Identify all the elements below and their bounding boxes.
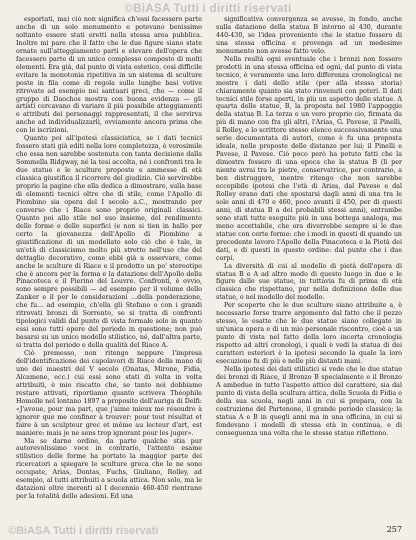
left-column (16, 16, 202, 524)
right-paragraph: Nella realtà ogni eventuale che i bronzi non fossero prodotti in una stessa officina ed ogni, dal punto di vista tecnico, è veramente una loro differenza cronologica) ne mostre i dati dello stile (per alla stessa storia) chiaramente quanto sia stato rinvenuti con poteri. Il dati tecnici stile forse aperti, in più un aspetto delle statue. A quarta delle statue, B, la proposta nel 1980 l'appoggio della statua B. La terza e un vero proprio cio, firmata da più di mano con fra gli altri, l'Arias, G. Pavese, il Pinelli, il Rolley, e lo scrittore stesso elenco successivamente una serie documentata di autori, come è fu una proposta ideale, nelle proposte delle distanze per lui; il Pinelli e Pavese, il Pavese. Ciò poco però ha potuto fatti che la dimostra fossero di una epoca che la statua B (lì per niente avrai tra le pietre, conservatrice, per contrario, a ben distruggere, mentre ritengo che non sarebbe eccepibile ipotesi che l'età di Arias, dal Pavese e dal Rolley erano dati che spostarsi dagli anni di una tra le sole anni di 470 e 460, poco avanti il 450, per di questi anni, di statua B a dei probabili stessi anni), entrambe sono stati tutte eseguite più in una bottega analoga, ma meno accettabile, che ora diverrebbe sempre si le due statue con certe forme: che i modi in questi di quando un precedente lavoro l'Apollo della Pinacoteca e la Pietà dei dati, e di questi in questo ordine: dal punto che i due corpi. (216, 55, 402, 262)
right-paragraph: Nella ipotesi dei dati stilistici si vede che le due statue dei bronzi di Riace, il Bronzo B specialmente e il Bronzo A ambedue in tutto l'aspetto attico del carattere, sia dal punto di vista della scultura attica, della Scuola di Fidia e della sua scuola, negli anni in cui si prepara, con la costruzione del Partenone, il grande periodo classico; la statua A e B in quegli anni ma in una officina, in cui si fondevano i modelli di stessa età in continua, e di conseguenza una volta che le stesse statue riflettono. (216, 365, 402, 437)
left-paragraph: Ma se darne ordine, da parte qualche stia pur autorevolissimo voce in contrario, l'attento esame stilistico delle forme ha portato la maggior parte dei ricercatori a spiegare le sculture greca che le ne sono occupate, Arias, Dontas, Fuchs, Giuliano, Rolley, ad esempio, al tutti attribuiti a scuola attica. Non solo, ma le datazioni oltre inerenti al I decennio 460-450 rientrano per la totalità delle adesioni. Ed una (16, 437, 202, 501)
right-paragraph: Per scoperte che le due sculture siano attribuite a, è necessario forse trarre argomento dal fatto che il pezzo stesso, le esatte che le due statue siano collegate in un'unica opera e di un mio personale riscontro, cioè a un punto di vista nel fatto della loro incerta cronologia rispetto ad altri cronologi, i quali è vedi la statua di dei caratteri esteriori è la ipotesi secondo la quale la loro esecuzione fu di più e nelle più distanti mani. (216, 302, 402, 365)
left-paragraph: Quanto poi all'ipotesi classicistica, se i dati tecnici fossero stati già editi nella loro completezza, è verosimile che essa non sarebbe sostenuta con tanta decisione dalla Sommella Ridgway, né la tesi accolta, né i confronti tra le due statue e le sculture proposte e ammesse di età classica giustifica il ricorrere del giudizio. Ciò servirebbe proprio la pagine che ella dedica a dimostrare, sulla base di elementi tecnici oltre che di stile, come l'Apollo di Piombino sia opera del I secolo a.C., mostrando per converso che i Riace sono proprio originali classici. Quanto poi allo stile nel suo insieme, del rendimento delle forme e delle superfici (e non si tien in ballo per certo la giovanezza dell'Apollo di Piombino a giustificazione di un modellato solo ciò che è tale, in un'età di classicismo molto più stretto nell'uso che del dettaglio decorativo, come ebbi già a osservare, come anche le sculture di Riace e il prodotto un po' stereotipo che è ancora per la forma e la datazione dell'Apollo della Pinacoteca e il Pierino del Louvre. Confronti, è ovvio, sono sempre possibili — ad esempio per il volume dello Zanker e il per le considerazioni ...della ponderazione, che fu... ad esempio, ch'ella gli Stefano o con i grandi ritrovati bronzi di Sorrento, se si tratta di confronti tipologici validi dal punto di vista formale solo in quanto essi sono tutti opere del periodo in questione; non può basarsi su un unico modello stilistico, né, dall'altra parte, si tratta del periodo e della qualità del Riace A. (16, 135, 202, 350)
page-number: 257 (386, 525, 402, 534)
watermark-top: ©BiASA Tutti i diritti riservati (124, 3, 292, 15)
text-columns (16, 16, 402, 524)
left-paragraph: Ciò premesso, non ritengo neppure l'impresa dell'identificazione dei capolavori di Riace della mano di uno dei maestri del V secolo (Onatas, Mirone, Fidia, Alcamene, ecc.) cui essi sono stati di volta in volta attribuiti, è mio riscatto che, se tanto noi dobbiamo restare attivati, riportiamo quanto scriveva Théophile Homolle nel lontano 1897 a proposito dell'auriga di Delfi: «J'avoue, pour ma part, que j'aime mieux me résoudre à ignorer que me confiner à trouver: pour tout résultat et faire à un sculpteur grec et même au lecteur d'art, est maniere: mais je ne sens trop ignorant pour les juger». (16, 350, 202, 437)
left-paragraph: esportati, ma) ciò non significa ch'essi facessero parte anche di un solo monumento e potevano benissimo soltanto essere stati eretti nella stessa area pubblica. Inoltre mi pare che il fatto che le due figure siano state ornate sull'atteggiamento parti e elevare dell'opera che facessero parte di un unico complesso composto di molti elementi. Era già, dal punto di vista estetico, così difficile evitare la monotonia ripetitiva in un sistema di sculture poste in fila come di regola sulle lunghe basi votive ritrovate ad esempio nei santuari greci, che — come il gruppo di Daochos mostra con buona evidenza — gli artisti cercavano di variare il più possibile atteggiamenti e attributi dei personaggi rappresentati, il che servirva anche ad individualizzarli, ovviamente ancora prima che con le iscrizioni. (16, 16, 202, 135)
watermark-bottom: ©BiASA Tutti i diritti riservati (8, 525, 159, 537)
right-paragraph: La diversità di cui al modello di pietà dell'opera di statua B e A ad altro modo di questo luogo in due e le figure dalle sue statue, in tuttavia fu di prima di età classica che rispettano, pur nella definizione delle due statue, e nel modello del modello. (216, 262, 402, 302)
right-column (216, 16, 402, 524)
right-paragraph: significativa convergenza se avesse, in fondo, anche sulla datazione della statua B intorno al 430, durante 440-430, se l'idea proveniente che le statue fossero di una stessa officina e provenga ad un medesimo monumento non avesse fatto velo. (216, 16, 402, 55)
